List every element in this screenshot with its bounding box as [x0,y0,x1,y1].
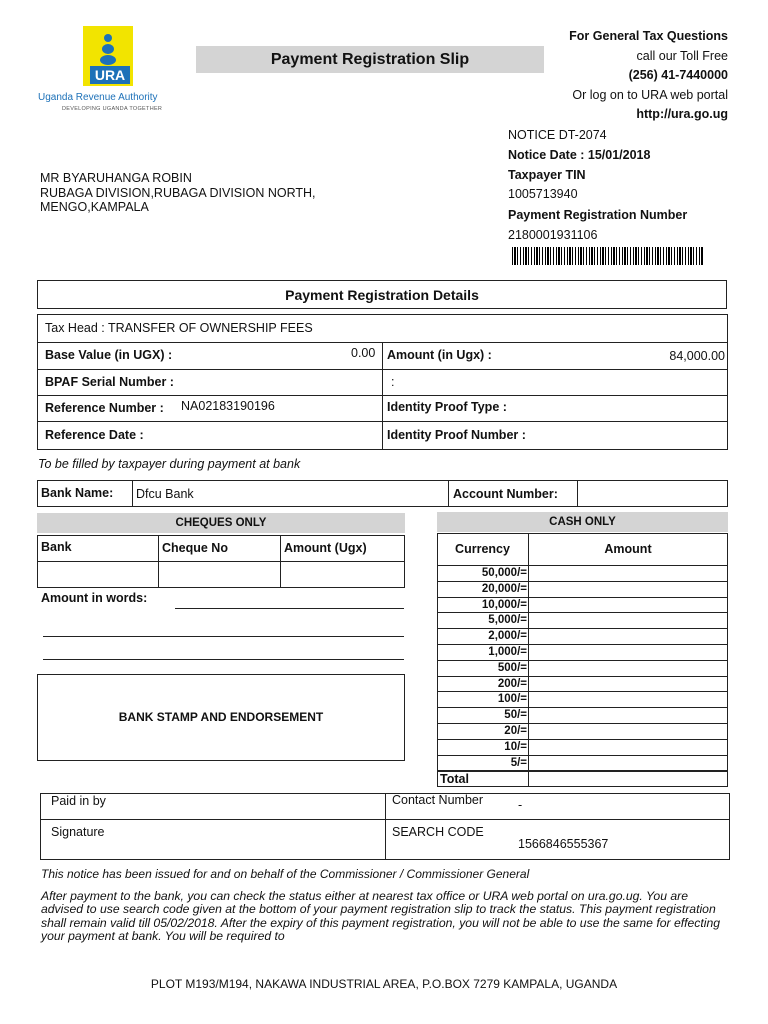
cash-amount-cell[interactable] [529,677,727,692]
cash-denomination: 500/= [497,661,527,674]
bpaf-value: : [391,375,395,389]
address-line: MR BYARUHANGA ROBIN [40,171,192,185]
prn-label: Payment Registration Number [508,208,688,223]
base-value: 0.00 [351,346,376,360]
page-title: Payment Registration Slip [196,46,544,73]
cash-denomination: 50,000/= [481,567,527,579]
bank-stamp-box: BANK STAMP AND ENDORSEMENT [37,674,405,761]
cash-denomination: 2,000/= [488,630,527,643]
bank-name-label: Bank Name: [41,486,114,500]
issued-note: This notice has been issued for and on behalf of the Commissioner / Commissioner General [41,867,530,881]
paid-in-by-label: Paid in by [51,794,106,808]
contact-phone: (256) 41-7440000 [628,68,728,82]
tax-head: Tax Head : TRANSFER OF OWNERSHIP FEES [45,321,313,335]
cheque-col-bank: Bank [41,540,72,554]
contact-line1: call our Toll Free [636,48,728,63]
id-no-label: Identity Proof Number : [387,428,526,442]
cash-denomination: 20,000/= [481,582,527,595]
cash-amount-cell[interactable] [529,756,727,771]
cash-denomination: 5/= [510,756,527,769]
cash-denomination: 5,000/= [488,614,527,627]
tin-value: 1005713940 [508,187,578,202]
bank-note: To be filled by taxpayer during payment at bank [38,457,301,471]
bank-name-value[interactable]: Dfcu Bank [136,487,194,501]
cheque-col-number: Cheque No [162,541,228,555]
cash-amount-cell[interactable] [529,566,727,581]
cheque-col-amount: Amount (Ugx) [284,541,367,555]
cash-col-amount: Amount [604,542,652,556]
after-payment-note: After payment to the bank, you can check the status either at nearest tax office or URA web portal on ura.go.ug. You are advised to use search code given at the bottom of your payment registration slip to track the status. This payment registration shall remain valid till 05/02/2018. After the expiry of this payment registration, you will not be able to use the same for effecting your payment at bank. You will be required to [41,889,721,944]
cash-col-currency: Currency [455,542,510,556]
cheques-heading: CHEQUES ONLY [37,513,405,533]
cash-total-label: Total [440,772,469,786]
footer-address: PLOT M193/M194, NAKAWA INDUSTRIAL AREA, P.O.BOX 7279 KAMPALA, UGANDA [150,977,618,991]
id-type-label: Identity Proof Type : [387,400,507,414]
base-value-label: Base Value (in UGX) : [45,348,173,362]
notice-date: Notice Date : 15/01/2018 [508,147,651,162]
cheque-number-cell[interactable] [159,562,279,587]
amount-in-words-label: Amount in words: [41,591,148,605]
contact-heading: For General Tax Questions [569,29,728,43]
amount-label: Amount (in Ugx) : [387,348,492,362]
cash-denomination: 10/= [504,740,527,753]
notice-number: NOTICE DT-2074 [508,128,607,142]
address-line: MENGO,KAMPALA [40,200,149,214]
cash-denomination: 20/= [504,725,527,737]
cash-amount-cell[interactable] [529,645,727,660]
ref-no-label: Reference Number : [45,401,164,415]
account-number-field[interactable] [579,482,725,505]
cash-amount-cell[interactable] [529,629,727,644]
contact-line2: Or log on to URA web portal [572,87,728,102]
cheque-amount-cell[interactable] [281,562,404,587]
cash-amount-cell[interactable] [529,598,727,613]
search-code-label: SEARCH CODE [392,825,484,839]
account-number-label: Account Number: [453,487,558,501]
details-heading: Payment Registration Details [37,280,727,309]
cash-amount-cell[interactable] [529,582,727,597]
cash-denomination: 1,000/= [488,646,527,658]
amount-value: 84,000.00 [669,349,725,363]
cash-heading: CASH ONLY [437,512,728,532]
ref-date-label: Reference Date : [45,428,144,442]
cash-denomination: 200/= [497,677,527,690]
tin-label: Taxpayer TIN [508,167,586,182]
cash-amount-cell[interactable] [529,661,727,676]
signature-label: Signature [51,825,105,839]
ura-logo [38,26,188,116]
contact-url[interactable]: http://ura.go.ug [636,107,728,121]
prn-value: 2180001931106 [508,227,598,242]
cash-amount-cell[interactable] [529,740,727,755]
bpaf-label: BPAF Serial Number : [45,375,174,389]
address-line: RUBAGA DIVISION,RUBAGA DIVISION NORTH, [40,185,316,200]
cash-denomination: 100/= [497,693,527,706]
cash-amount-cell[interactable] [529,708,727,723]
logo-name: Uganda Revenue Authority [38,92,158,103]
cash-denomination: 50/= [504,709,527,722]
contact-number-label: Contact Number [392,793,484,807]
search-code-value: 1566846555367 [518,837,609,851]
cash-amount-cell[interactable] [529,613,727,628]
contact-number-value[interactable]: - [518,798,523,812]
amount-in-words-line[interactable] [175,608,404,609]
logo-tagline: DEVELOPING UGANDA TOGETHER [62,106,163,112]
cheque-bank-cell[interactable] [38,562,157,587]
cash-denomination: 10,000/= [481,598,527,611]
ref-no-value: NA02183190196 [181,399,275,413]
logo-abbr: URA [90,66,130,84]
cash-total-cell[interactable] [529,772,727,786]
cash-amount-cell[interactable] [529,692,727,707]
cash-amount-cell[interactable] [529,724,727,739]
barcode [512,247,704,265]
